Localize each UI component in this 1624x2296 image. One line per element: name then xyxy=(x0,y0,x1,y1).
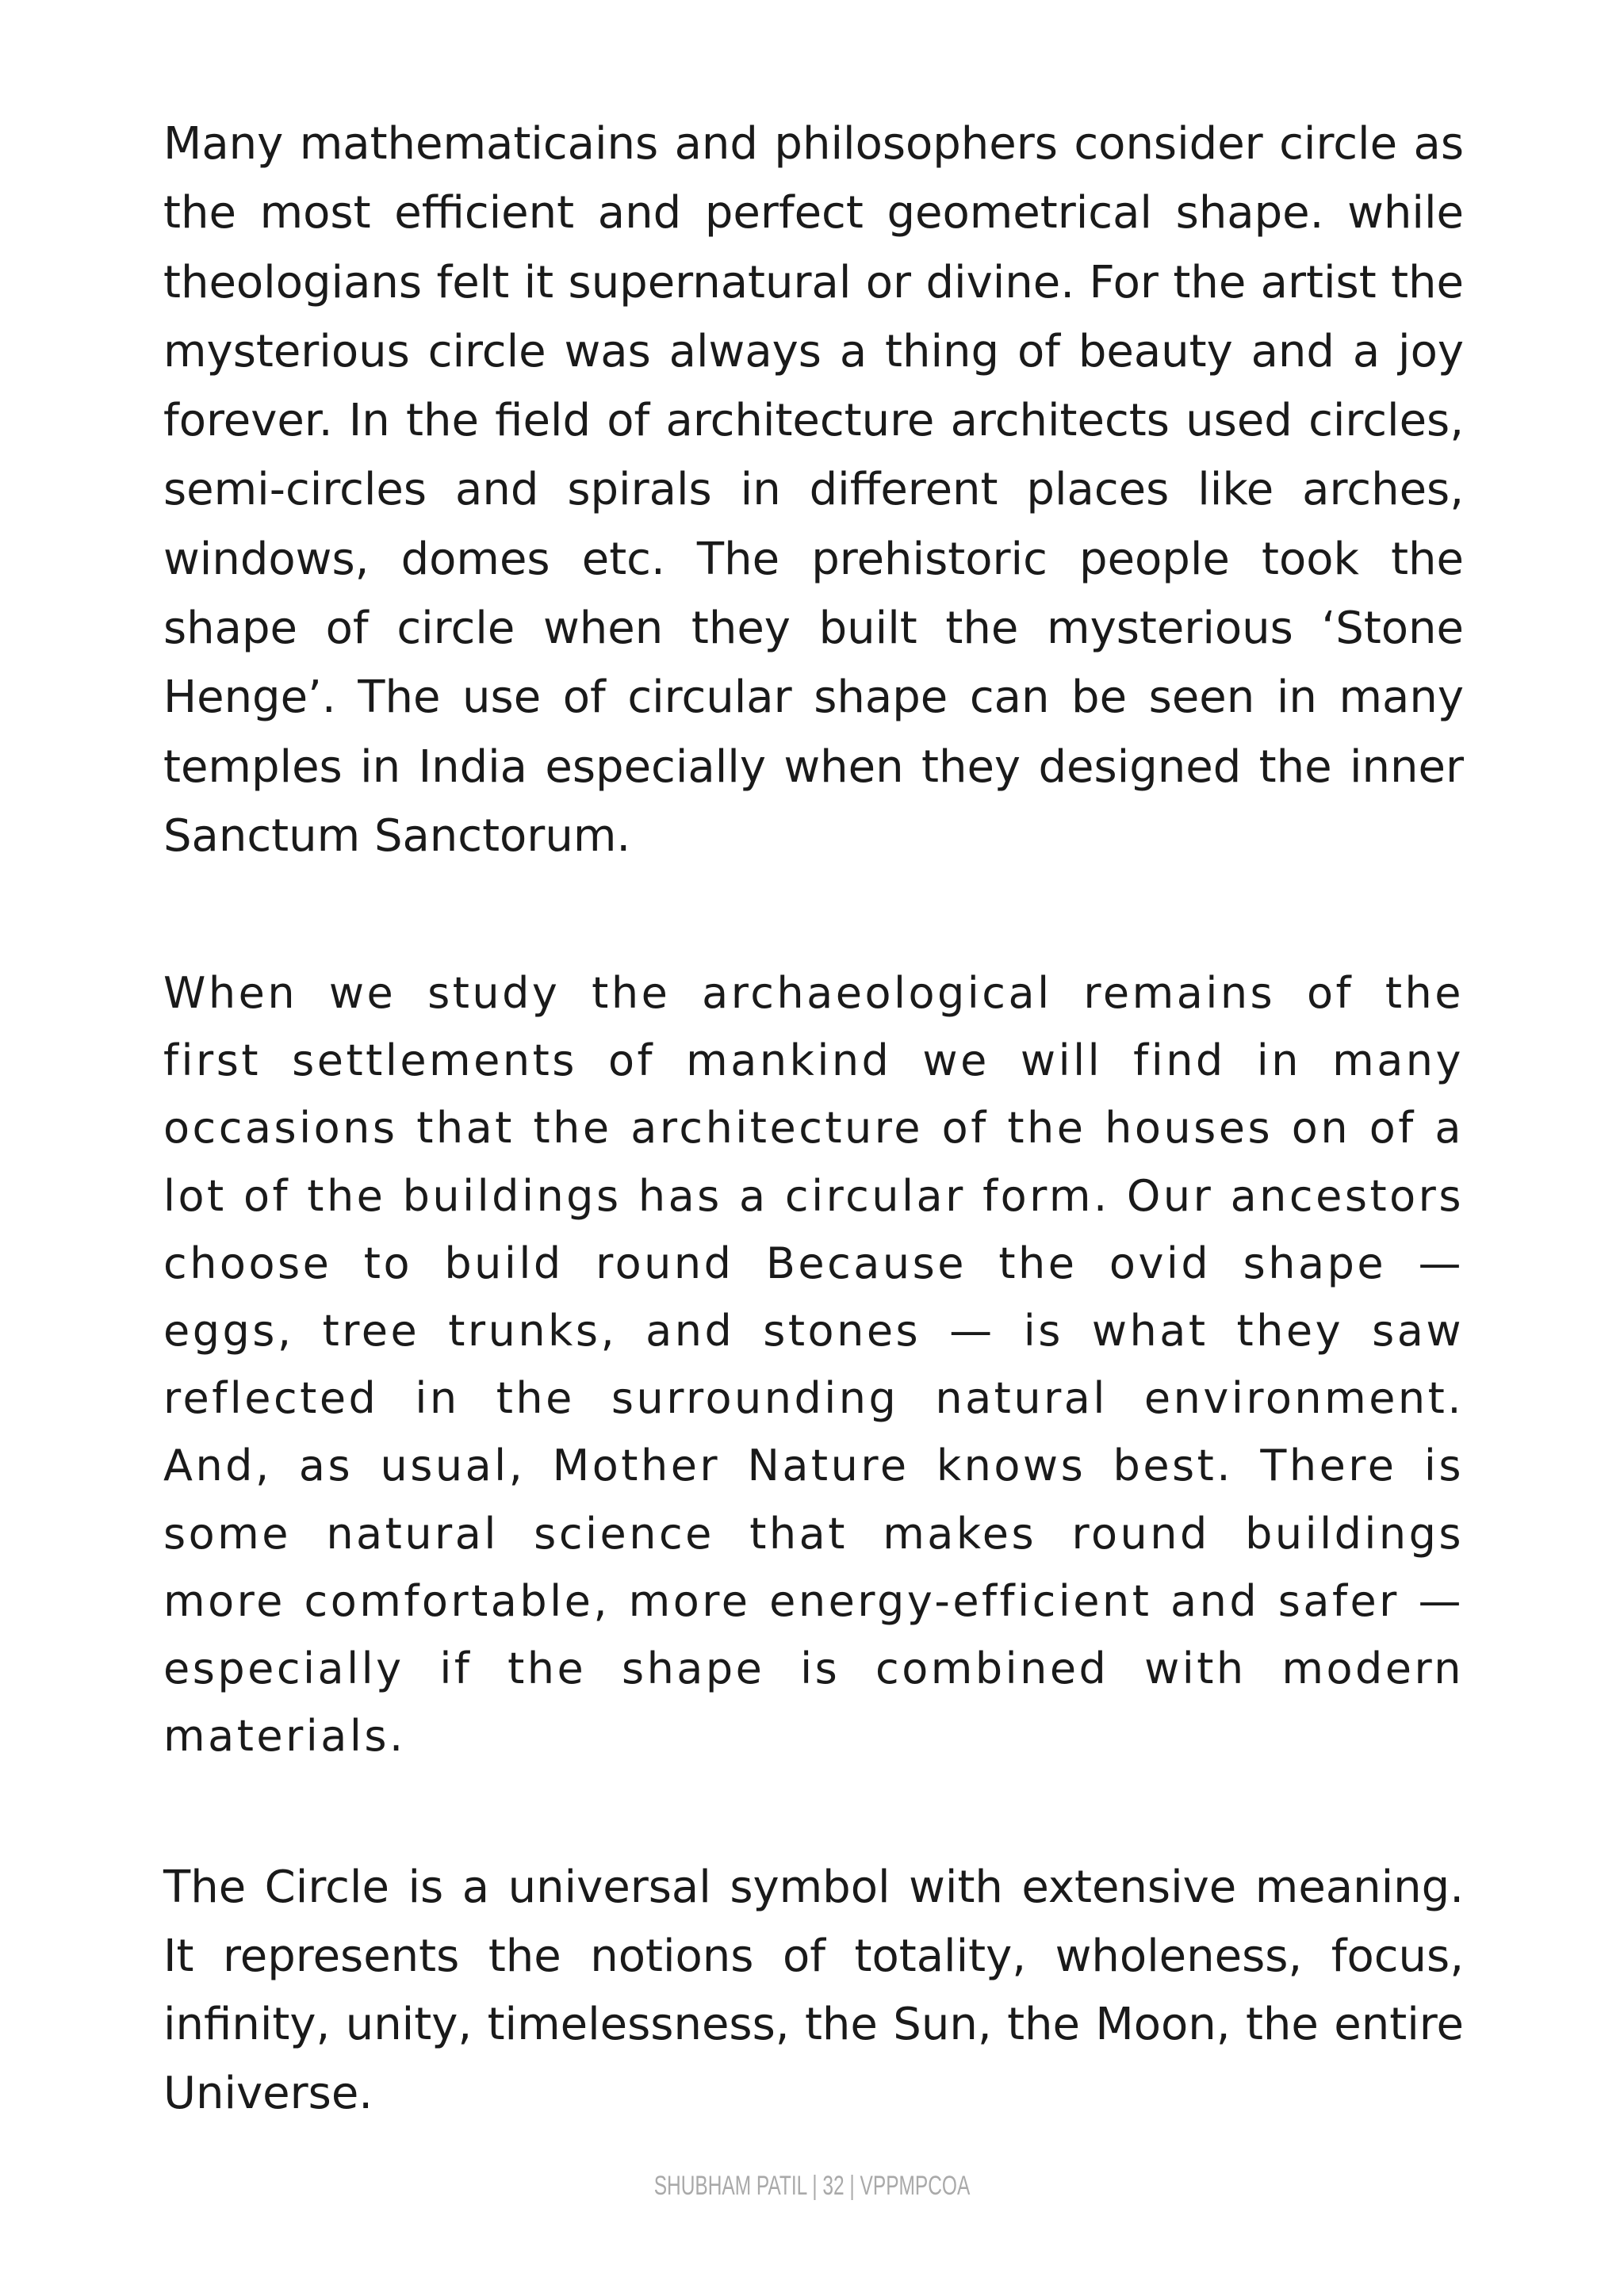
paragraph-archaeological-remains: When we study the archaeological remains of the first settlements of mankind we will find in many occasions that the architecture of the houses on of a lot of the buildings has a circular form. Our ancestors choose to build round Because the ovid shape — eggs, tree trunks, and stones — is what they saw reflected in the surrounding natural environment. And, as usual, Mother Nature knows best. There is some natural science that makes round buildings more comfortable, more energy-efficient and safer — especially if the shape is combined with modern materials. xyxy=(163,968,1464,1762)
paragraph-universal-symbol: The Circle is a universal symbol with extensive meaning. It represents the notions of totality, wholeness, focus, infinity, unity, timelessness, the Sun, the Moon, the entire Universe. xyxy=(163,1862,1464,2119)
page-footer: SHUBHAM PATIL | 32 | VPPMPCOA xyxy=(653,2171,971,2201)
paragraph-circle-efficiency: Many mathematicains and philosophers consider circle as the most efficient and perfect geometrical shape. while theologians felt it supernatural or divine. For the artist the mysterious circle was always a thing of beauty and a joy forever. In the field of architecture architects used circles, semi-circles and spirals in different places like arches, windows, domes etc. The prehistoric people took the shape of circle when they built the mysterious ‘Stone Henge’. The use of circular shape can be seen in many temples in India especially when they designed the inner Sanctum Sanctorum. xyxy=(163,118,1464,862)
